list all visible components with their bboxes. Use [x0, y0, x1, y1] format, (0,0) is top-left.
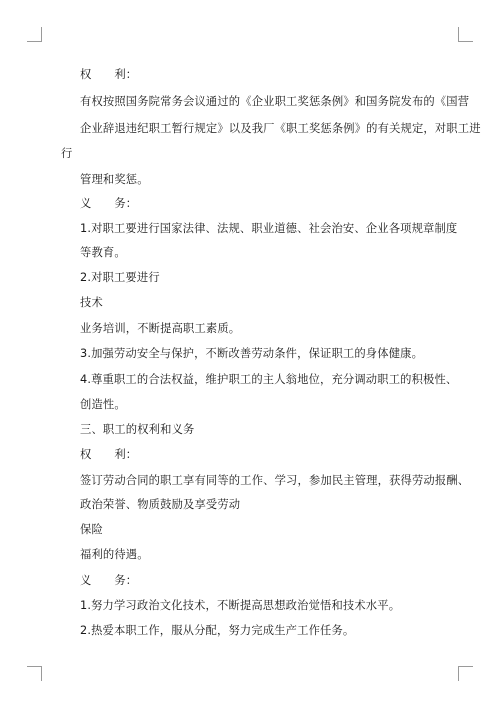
paragraph-line: 签订劳动合同的职工享有同等的工作、学习，参加民主管理，获得劳动报酬、	[80, 474, 470, 487]
paragraph-line: 管理和奖惩。	[80, 173, 149, 186]
crop-mark-bottom-right	[458, 666, 473, 681]
paragraph-line: 创造性。	[80, 398, 126, 411]
paragraph-line: 2.热爱本职工作，服从分配，努力完成生产工作任务。	[80, 624, 355, 637]
paragraph-line: 等教育。	[80, 246, 126, 259]
paragraph-line: 4.尊重职工的合法权益，维护职工的主人翁地位，充分调动职工的积极性、	[80, 373, 458, 386]
paragraph-line: 2.对职工要进行	[80, 271, 160, 284]
heading-duties-employer: 义 务：	[80, 197, 138, 210]
heading-rights-employee: 权 利：	[80, 448, 138, 461]
paragraph-line: 福利的待遇。	[80, 548, 149, 561]
crop-mark-bottom-left	[27, 666, 42, 681]
paragraph-line: 3.加强劳动安全与保护，不断改善劳动条件，保证职工的身体健康。	[80, 347, 424, 360]
paragraph-line: 技术	[80, 296, 103, 309]
section-heading: 三、职工的权利和义务	[80, 423, 195, 436]
paragraph-line: 企业辞退违纪职工暂行规定》以及我厂《职工奖惩条例》的有关规定，对职工进	[80, 122, 481, 135]
heading-rights-employer: 权 利：	[80, 68, 138, 81]
paragraph-line: 1.对职工要进行国家法律、法规、职业道德、社会治安、企业各项规章制度	[80, 222, 458, 235]
paragraph-line: 政治荣誉、物质鼓励及享受劳动	[80, 498, 241, 511]
paragraph-line: 行	[61, 147, 73, 160]
crop-mark-top-left	[27, 27, 42, 42]
paragraph-line: 1.努力学习政治文化技术，不断提高思想政治觉悟和技术水平。	[80, 599, 401, 612]
paragraph-line: 保险	[80, 523, 103, 536]
paragraph-line: 业务培训，不断提高职工素质。	[80, 322, 241, 335]
heading-duties-employee: 义 务：	[80, 574, 138, 587]
crop-mark-top-right	[458, 27, 473, 42]
paragraph-line: 有权按照国务院常务会议通过的《企业职工奖惩条例》和国务院发布的《国营	[80, 95, 470, 108]
